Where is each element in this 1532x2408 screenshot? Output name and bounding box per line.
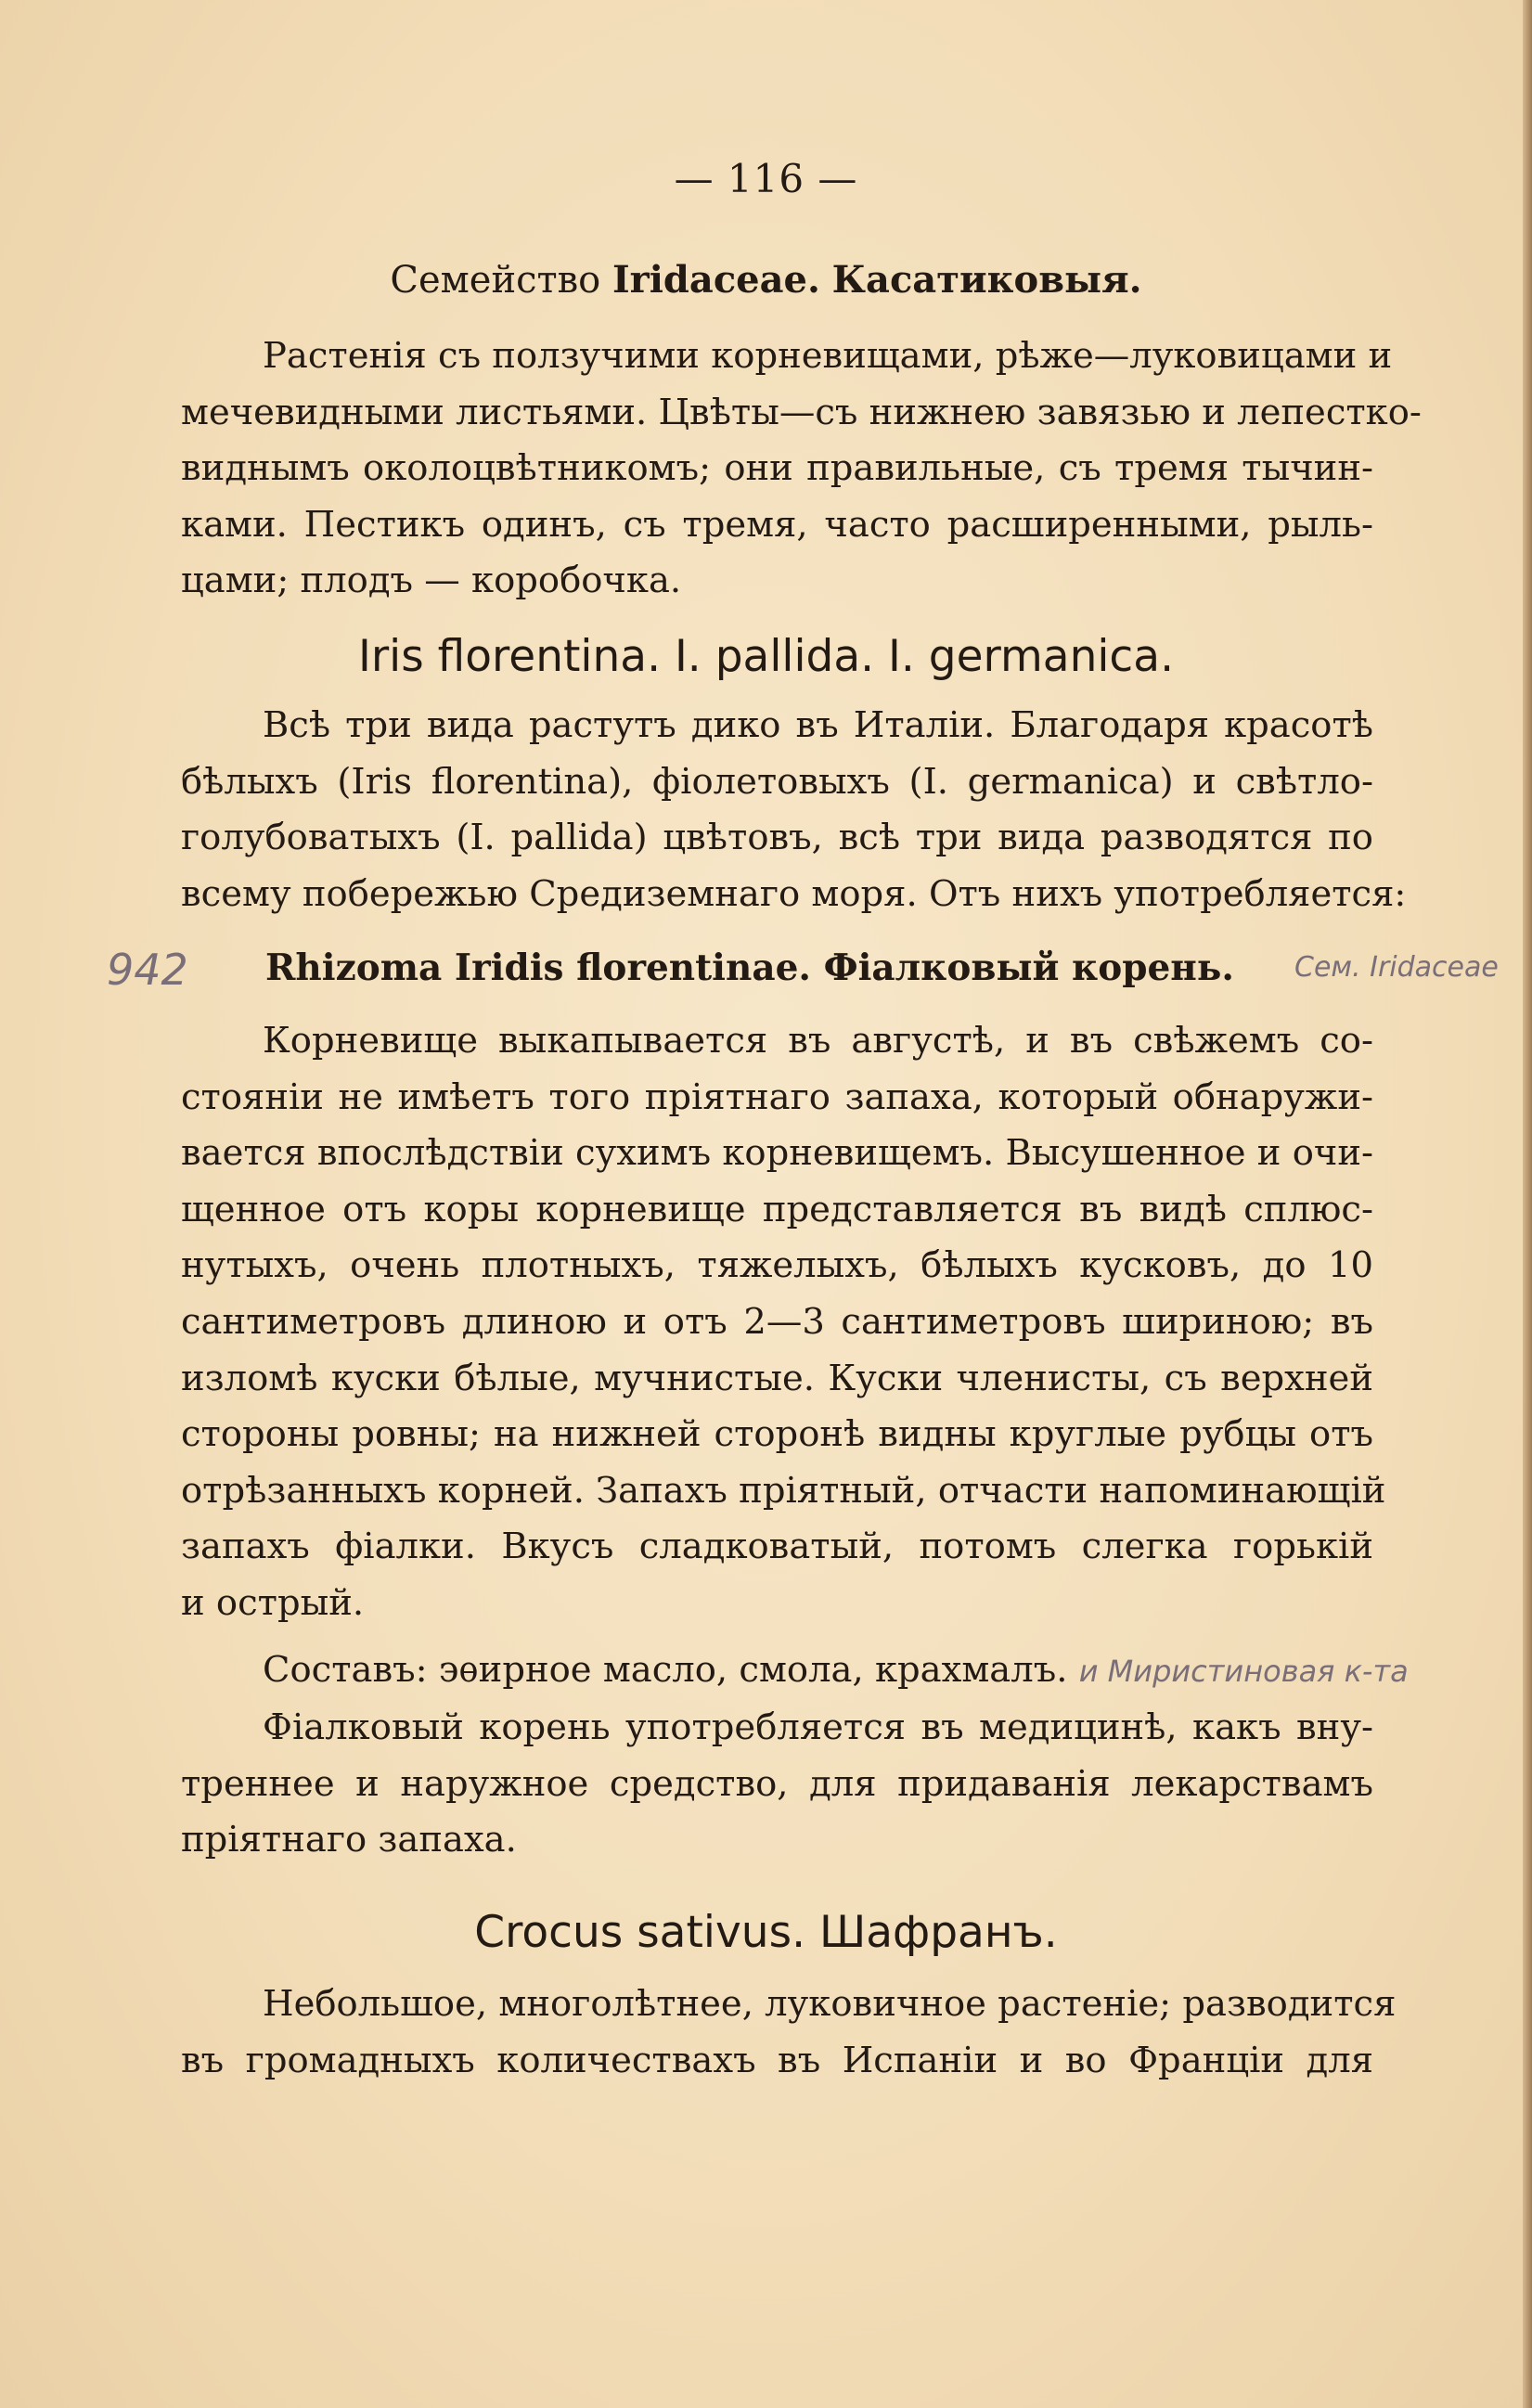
text-line: нутыхъ, очень плотныхъ, тяжелыхъ, бѣлыхъ кусковъ, до 10 <box>181 1244 1373 1287</box>
text-line: бѣлыхъ (Iris florentina), фіолетовыхъ (I. germanica) и свѣтло- <box>181 760 1373 803</box>
text-line: изломѣ куски бѣлые, мучнистые. Куски членисты, съ верхней <box>181 1357 1373 1399</box>
text-line: вается впослѣдствіи сухимъ корневищемъ. Высушенное и очи- <box>181 1132 1373 1175</box>
family-description <box>181 328 1422 610</box>
family-prefix: Семейство <box>390 259 601 302</box>
text-line: треннее и наружное средство, для придаванія лекарствамъ <box>181 1762 1373 1805</box>
text-line: виднымъ околоцвѣтникомъ; они правильные, съ тремя тычин- <box>181 447 1373 490</box>
handwritten-margin-number: 942 <box>107 945 188 995</box>
drug-description <box>181 1013 1386 1632</box>
text-line: ками. Пестикъ одинъ, съ тремя, часто расширенными, рыль- <box>181 503 1373 546</box>
family-latin: Iridaceae. <box>612 258 820 302</box>
text-line: Фіалковый корень употребляется въ медицинѣ, какъ вну- <box>263 1706 1373 1748</box>
text-line: отрѣзанныхъ корней. Запахъ пріятный, отчасти напоминающій <box>181 1469 1386 1512</box>
drug-title: Rhizoma Iridis florentinae. Фіалковый корень. <box>265 946 1234 989</box>
text-line: всему побережью Средиземнаго моря. Отъ нихъ употребляется: <box>181 872 1407 915</box>
usage-paragraph <box>181 1700 1373 1869</box>
text-line: Всѣ три вида растутъ дико въ Италіи. Благодаря красотѣ <box>263 704 1373 746</box>
handwritten-composition-note: и Миристиновая к-та <box>1078 1654 1409 1689</box>
crocus-title: Crocus sativus. Шафранъ. <box>474 1907 1058 1958</box>
composition: Составъ: эѳирное масло, смола, крахмалъ. <box>263 1649 1068 1691</box>
page-number: — 116 — <box>674 156 858 201</box>
handwritten-margin-family: Сем. Iridaceae <box>1294 951 1499 984</box>
composition-line <box>181 1642 1409 1700</box>
text-line: голубоватыхъ (I. pallida) цвѣтовъ, всѣ три вида разводятся по <box>181 817 1373 859</box>
text-line: стороны ровны; на нижней сторонѣ видны круглые рубцы отъ <box>181 1413 1373 1456</box>
family-russian: Касатиковыя. <box>831 258 1142 302</box>
text-line: Растенія съ ползучими корневищами, рѣже—луковицами и <box>263 335 1393 377</box>
species-description <box>181 698 1407 922</box>
text-line: запахъ фіалки. Вкусъ сладковатый, потомъ слегка горькій <box>181 1526 1373 1568</box>
text-line: стояніи не имѣетъ того пріятнаго запаха, который обнаружи- <box>181 1075 1373 1118</box>
text-line: и острый. <box>181 1581 365 1624</box>
species-title: Iris florentina. I. pallida. I. germanica. <box>357 631 1175 682</box>
text-line: Небольшое, многолѣтнее, луковичное растеніе; разводится <box>263 1983 1397 2025</box>
text-line: мечевидными листьями. Цвѣты—съ нижнею завязью и лепестко- <box>181 391 1422 433</box>
composition-text <box>181 1642 1409 1700</box>
family-heading <box>0 258 1532 302</box>
text-line: цами; плодъ — коробочка. <box>181 560 682 602</box>
crocus-description <box>181 1977 1397 2089</box>
page-edge <box>1523 0 1532 2408</box>
text-line: Корневище выкапывается въ августѣ, и въ свѣжемъ со- <box>263 1020 1373 1062</box>
text-line: щенное отъ коры корневище представляется въ видѣ сплюс- <box>181 1188 1373 1230</box>
text-line: въ громадныхъ количествахъ въ Испаніи и во Франціи для <box>181 2039 1373 2081</box>
text-line: пріятнаго запаха. <box>181 1819 517 1861</box>
text-line: сантиметровъ длиною и отъ 2—3 сантиметровъ шириною; въ <box>181 1300 1373 1343</box>
